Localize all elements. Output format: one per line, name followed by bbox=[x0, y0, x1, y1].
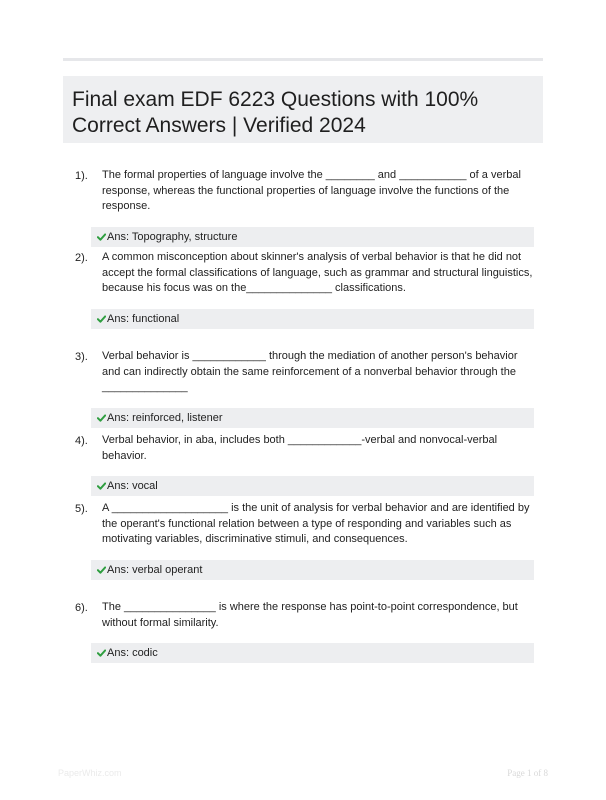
checkmark-icon bbox=[97, 315, 106, 323]
answer-text: Ans: verbal operant bbox=[107, 563, 203, 576]
answer-box bbox=[91, 227, 534, 247]
answer-box bbox=[91, 309, 534, 329]
question-text: A common misconception about skinner's analysis of verbal behavior is that he did not accept the formal classifications of language, such as grammar and structural linguistics, because his focus was on the______________ classifications. bbox=[102, 251, 533, 295]
answer-text: Ans: functional bbox=[107, 312, 180, 325]
answer-box bbox=[91, 476, 534, 496]
question-number: 6). bbox=[75, 602, 88, 614]
question-item bbox=[73, 250, 543, 329]
question-item bbox=[73, 600, 543, 663]
top-divider bbox=[63, 58, 543, 61]
question-item bbox=[73, 349, 543, 428]
checkmark-icon bbox=[97, 649, 106, 657]
answer-text: Ans: vocal bbox=[107, 480, 158, 493]
checkmark-icon bbox=[97, 482, 106, 490]
question-number: 1). bbox=[75, 170, 88, 182]
question-item bbox=[73, 501, 543, 580]
question-number: 4). bbox=[75, 435, 88, 447]
question-text: A ___________________ is the unit of analysis for verbal behavior and are identified by the operant's functional relation between a type of responding and variables such as motivating variables, discriminative stimuli, and consequences. bbox=[102, 502, 530, 546]
question-text: Verbal behavior is ____________ through the mediation of another person's behavior and can indirectly obtain the same reinforcement of a nonverbal behavior through the ______________ bbox=[102, 350, 518, 394]
question-text: The _______________ is where the response has point-to-point correspondence, but without formal similarity. bbox=[102, 601, 518, 629]
checkmark-icon bbox=[97, 566, 106, 574]
question-text: The formal properties of language involve the ________ and ___________ of a verbal response, whereas the functional properties of language involve the functions of the response. bbox=[102, 169, 521, 213]
question-item bbox=[73, 433, 543, 496]
answer-box bbox=[91, 408, 534, 428]
answer-text: Ans: Topography, structure bbox=[107, 230, 238, 243]
answer-text: Ans: reinforced, listener bbox=[107, 411, 223, 424]
checkmark-icon bbox=[97, 414, 106, 422]
question-item bbox=[73, 168, 543, 247]
question-text: Verbal behavior, in aba, includes both ____________-verbal and nonvocal-verbal behavior. bbox=[102, 434, 498, 462]
document-title: Final exam EDF 6223 Questions with 100% Correct Answers | Verified 2024 bbox=[72, 88, 479, 137]
question-number: 2). bbox=[75, 252, 88, 264]
answer-text: Ans: codic bbox=[107, 647, 158, 660]
answer-box bbox=[91, 560, 534, 580]
question-number: 5). bbox=[75, 503, 88, 515]
page-number: Page 1 of 8 bbox=[507, 768, 548, 778]
title-banner bbox=[63, 76, 543, 143]
footer-watermark: PaperWhiz.com bbox=[58, 768, 122, 778]
checkmark-icon bbox=[97, 233, 106, 241]
answer-box bbox=[91, 643, 534, 663]
question-number: 3). bbox=[75, 351, 88, 363]
